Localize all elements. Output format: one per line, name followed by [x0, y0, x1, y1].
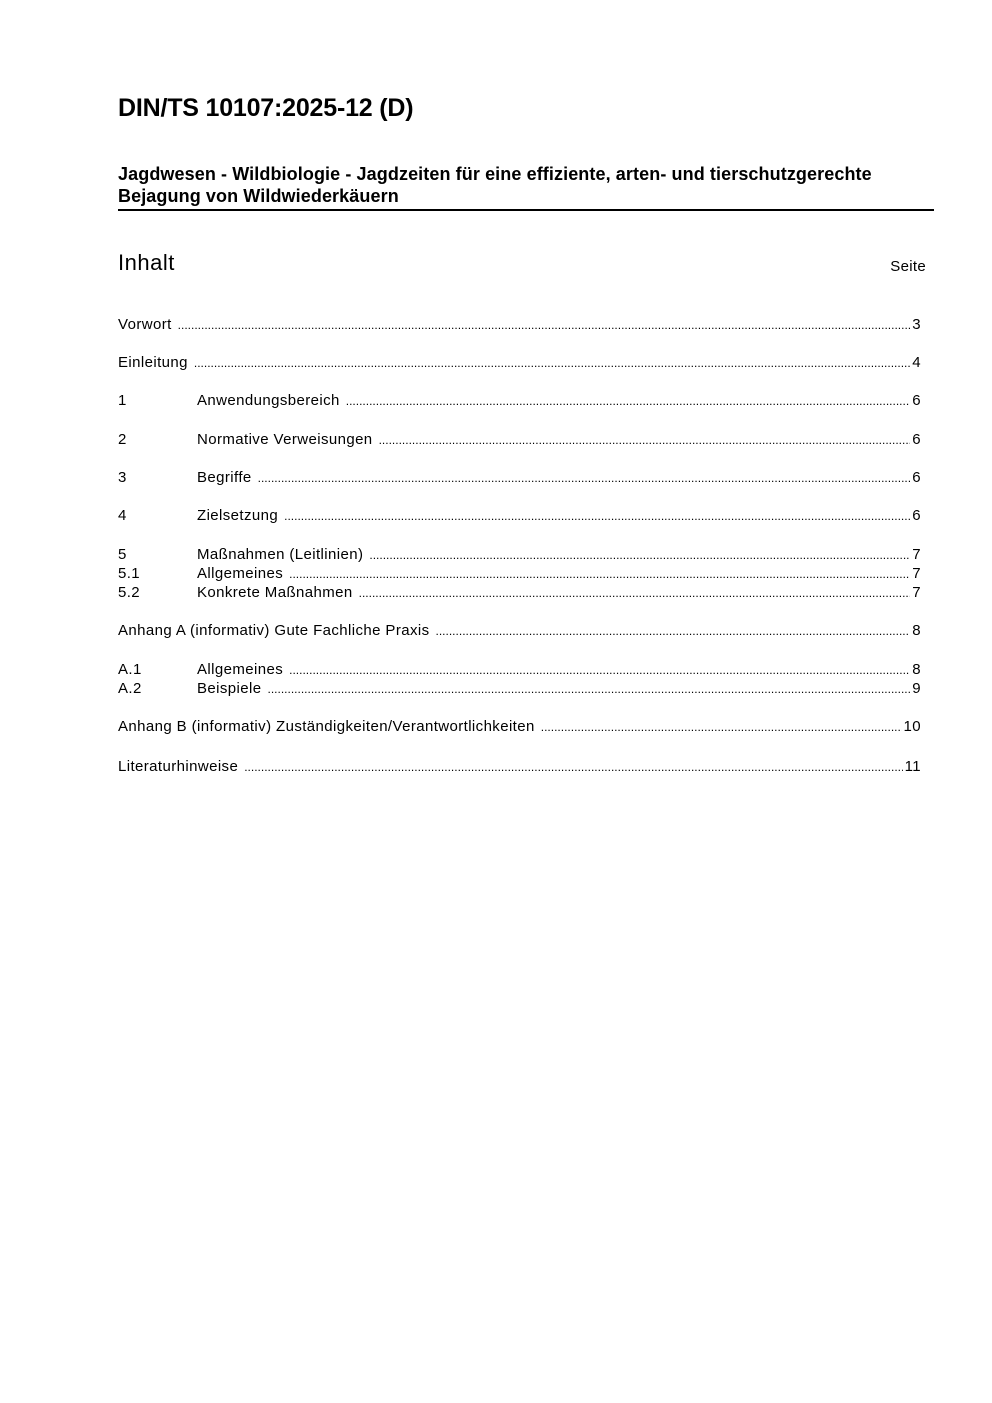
toc-leader-dots — [346, 391, 911, 411]
toc-entry-text: Literaturhinweise — [118, 758, 239, 775]
toc-entry-anhang-b[interactable] — [118, 717, 921, 737]
toc-leader-dots — [267, 679, 910, 699]
toc-entry-number: 2 — [118, 431, 127, 448]
toc-entry-literaturhinweise[interactable] — [118, 757, 921, 777]
toc-entry-text: Allgemeines — [197, 565, 284, 582]
toc-entry-number: 5.2 — [118, 584, 141, 601]
toc-leader-dots — [289, 564, 910, 584]
toc-entry-page: 6 — [912, 431, 921, 448]
toc-leader-dots — [369, 545, 910, 565]
toc-leader-dots — [379, 430, 911, 450]
toc-entry-a-1[interactable] — [118, 660, 921, 680]
toc-leader-dots — [194, 353, 910, 373]
toc-entry-page: 6 — [912, 469, 921, 486]
toc-entry-text: Normative Verweisungen — [197, 431, 373, 448]
toc-entry-text: Allgemeines — [197, 661, 284, 678]
toc-entry-anhang-a[interactable] — [118, 621, 921, 641]
toc-entry-page: 9 — [912, 680, 921, 697]
toc-entry-page: 6 — [912, 392, 921, 409]
toc-entry-text: Beispiele — [197, 680, 262, 697]
toc-entry-5[interactable] — [118, 545, 921, 565]
toc-leader-dots — [244, 757, 902, 777]
toc-entry-number: 1 — [118, 392, 127, 409]
toc-entry-number: A.1 — [118, 661, 142, 678]
toc-entry-page: 10 — [903, 718, 921, 735]
toc-leader-dots — [359, 583, 911, 603]
toc-entry-page: 8 — [912, 622, 921, 639]
toc-entry-text: Zielsetzung — [197, 507, 279, 524]
toc-entry-text: Einleitung — [118, 354, 188, 371]
toc-entry-3[interactable] — [118, 468, 921, 488]
toc-entry-number: 5.1 — [118, 565, 141, 582]
toc-page-label: Seite — [890, 258, 926, 275]
toc-leader-dots — [284, 506, 910, 526]
toc-entry-vorwort[interactable] — [118, 315, 921, 335]
toc-entry-page: 3 — [912, 316, 921, 333]
toc-entry-page: 4 — [912, 354, 921, 371]
toc-entry-text: Anwendungsbereich — [197, 392, 340, 409]
toc-entry-5-2[interactable] — [118, 583, 921, 603]
toc-entry-a-2[interactable] — [118, 679, 921, 699]
toc-leader-dots — [178, 315, 911, 335]
toc-entry-text: Anhang B (informativ) Zuständigkeiten/Verantwortlichkeiten — [118, 718, 535, 735]
toc-leader-dots — [289, 660, 910, 680]
toc-leader-dots — [258, 468, 911, 488]
toc-entry-2[interactable] — [118, 430, 921, 450]
toc-entry-number: 3 — [118, 469, 127, 486]
toc-entry-1[interactable] — [118, 391, 921, 411]
toc-entry-page: 7 — [912, 584, 921, 601]
document-title: DIN/TS 10107:2025-12 (D) — [118, 94, 414, 122]
toc-entry-einleitung[interactable] — [118, 353, 921, 373]
toc-leader-dots — [541, 717, 902, 737]
toc-heading: Inhalt — [118, 250, 175, 275]
toc-entry-page: 11 — [904, 758, 921, 775]
toc-entry-page: 6 — [912, 507, 921, 524]
toc-entry-number: A.2 — [118, 680, 142, 697]
toc-entry-text: Konkrete Maßnahmen — [197, 584, 353, 601]
toc-entry-text: Maßnahmen (Leitlinien) — [197, 546, 364, 563]
document-subtitle: Jagdwesen - Wildbiologie - Jagdzeiten für eine effiziente, arten- und tierschutzgerechte Bejagung von Wildwiederkäuern — [118, 163, 934, 211]
toc-entry-page: 7 — [912, 546, 921, 563]
toc-entry-5-1[interactable] — [118, 564, 921, 584]
toc-entry-text: Vorwort — [118, 316, 172, 333]
toc-entry-text: Begriffe — [197, 469, 252, 486]
toc-entry-page: 7 — [912, 565, 921, 582]
toc-leader-dots — [436, 621, 911, 641]
toc-entry-4[interactable] — [118, 506, 921, 526]
toc-entry-page: 8 — [912, 661, 921, 678]
toc-entry-number: 5 — [118, 546, 127, 563]
toc-entry-text: Anhang A (informativ) Gute Fachliche Praxis — [118, 622, 430, 639]
toc-entry-number: 4 — [118, 507, 127, 524]
